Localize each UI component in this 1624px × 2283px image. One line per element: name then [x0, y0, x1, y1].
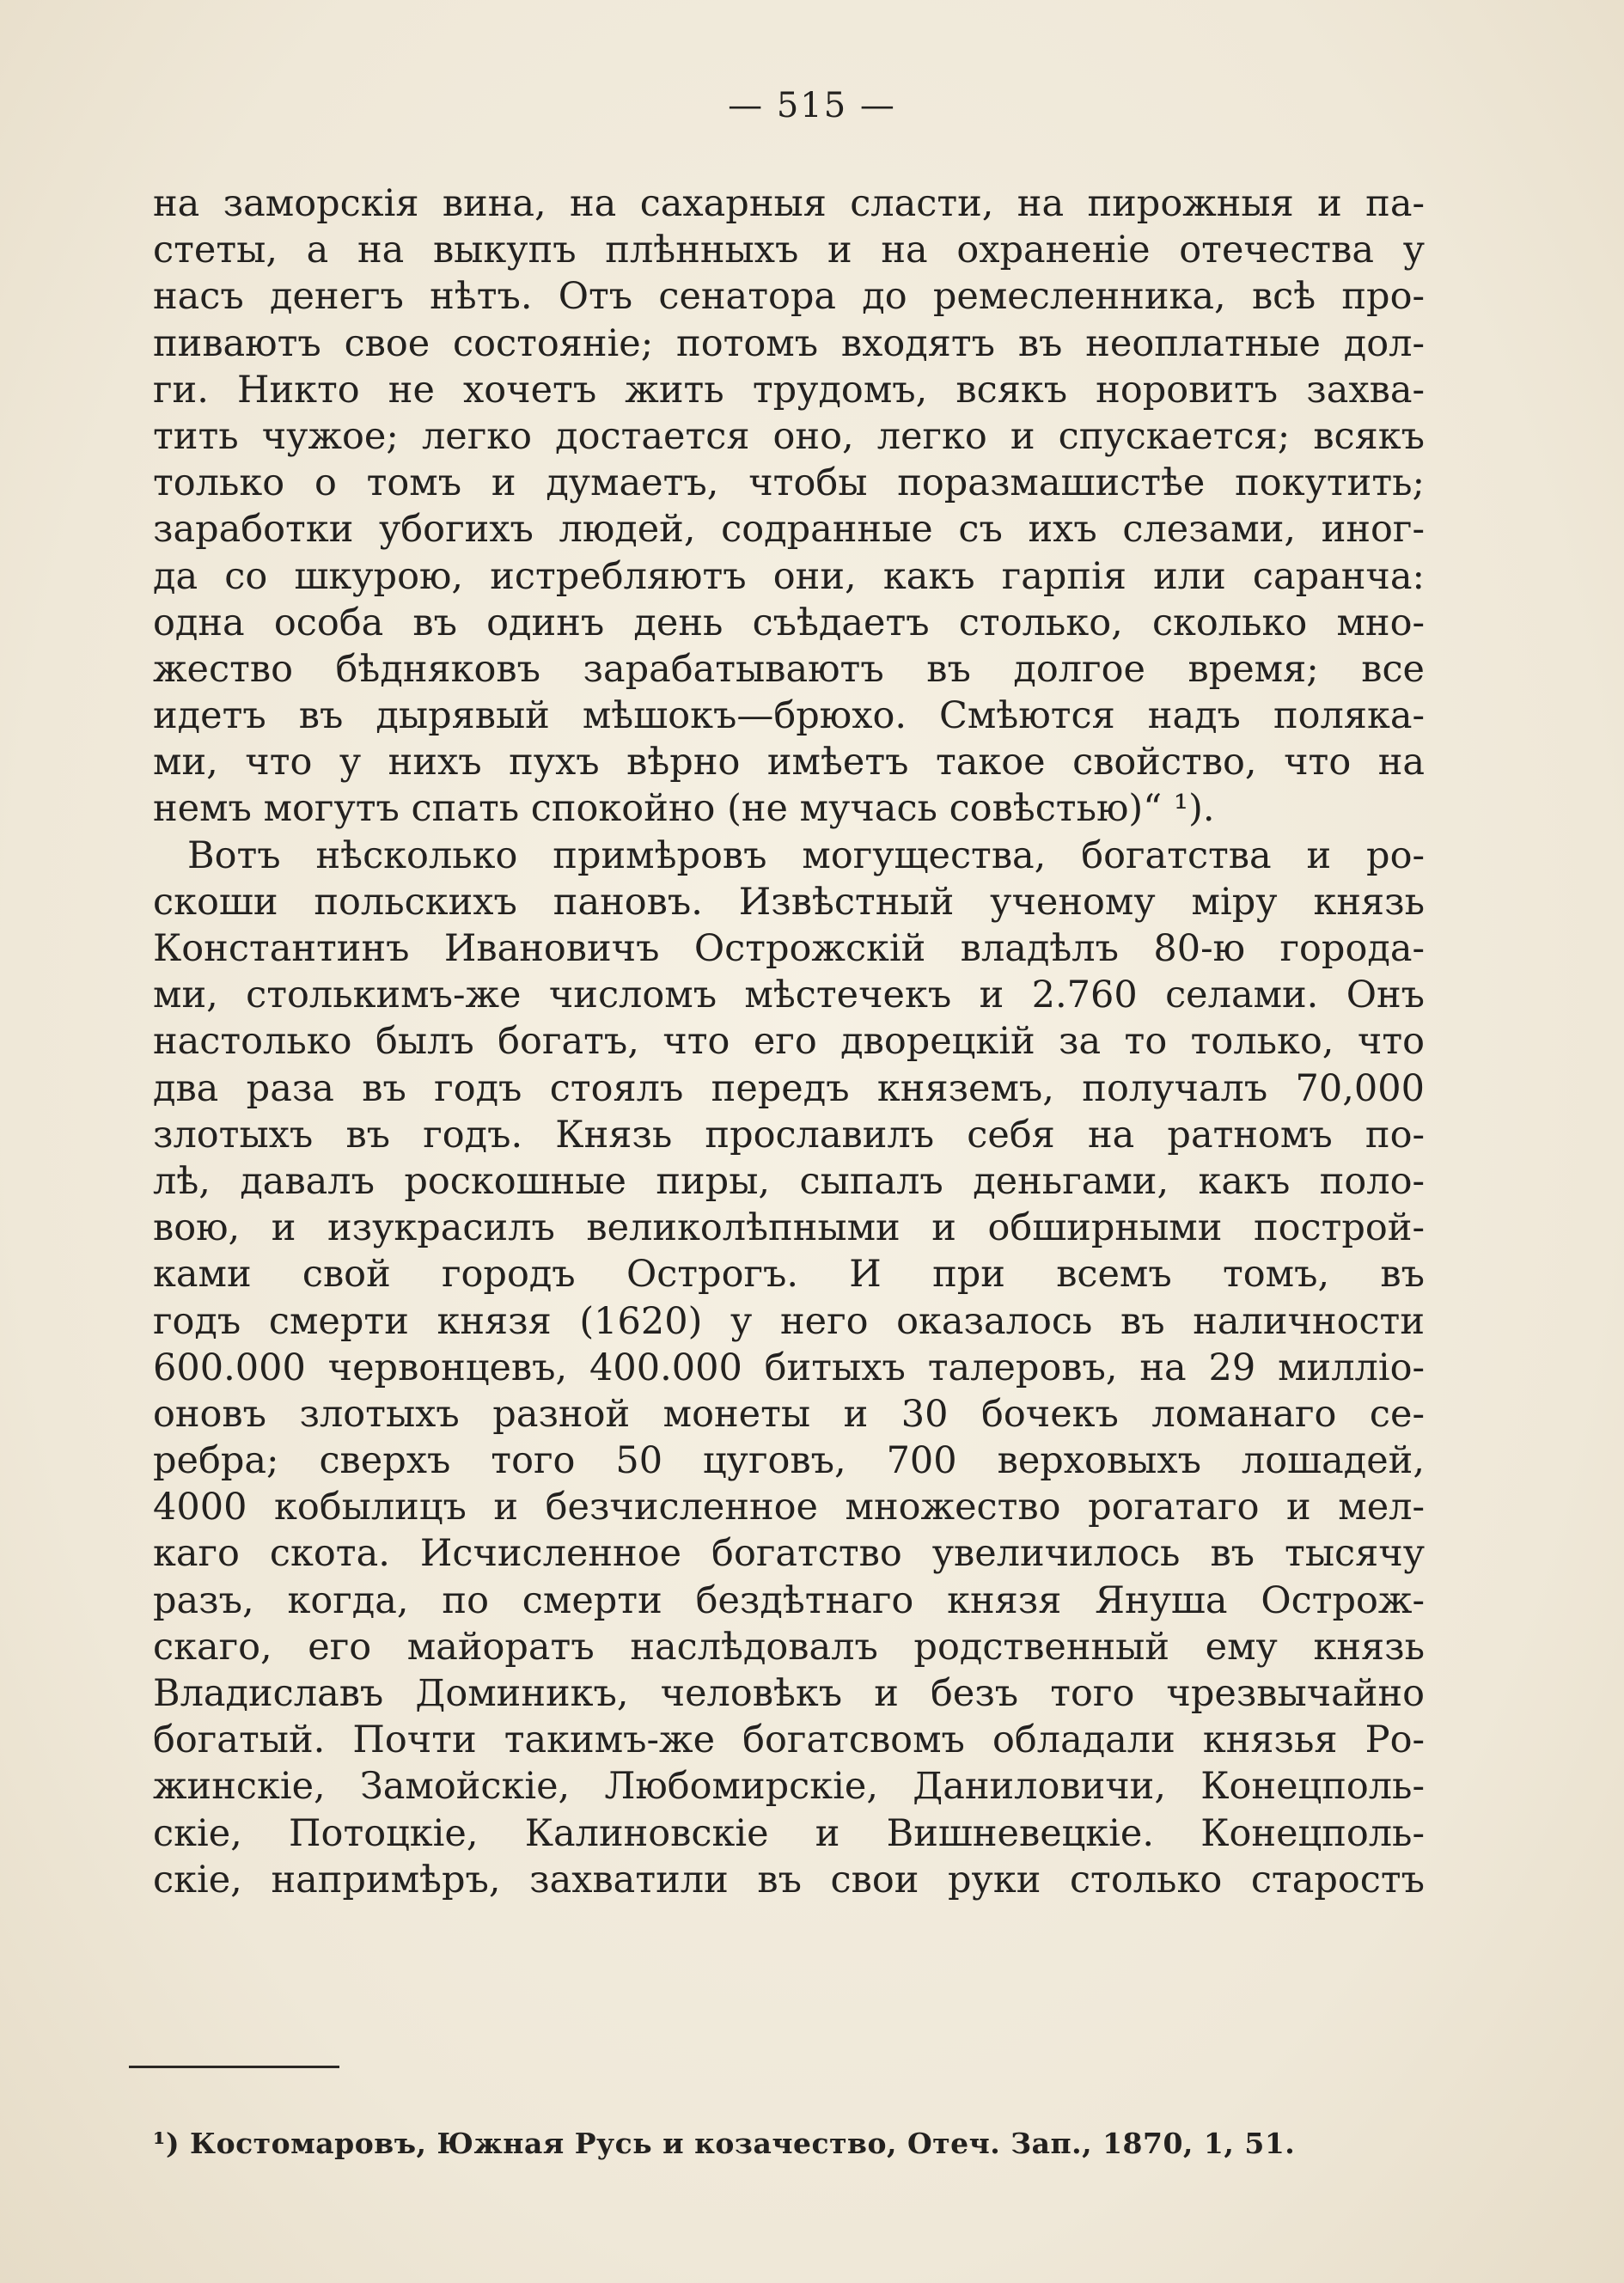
text-line: скіе, Потоцкіе, Калиновскіе и Вишневецкіе. Конецполь-: [153, 1811, 1425, 1855]
text-line: 600.000 червонцевъ, 400.000 битыхъ талеровъ, на 29 милліо-: [153, 1346, 1425, 1389]
text-line: Константинъ Ивановичъ Острожскій владѣлъ 80-ю города-: [153, 927, 1425, 970]
text-line: годъ смерти князя (1620) у него оказалось въ наличности: [153, 1299, 1425, 1343]
text-line: жество бѣдняковъ зарабатываютъ въ долгое время; все: [153, 647, 1425, 691]
text-line: злотыхъ въ годъ. Князь прославилъ себя на ратномъ по-: [153, 1113, 1425, 1157]
text-line: одна особа въ одинъ день съѣдаетъ столько, сколько мно-: [153, 601, 1425, 644]
text-line: богатый. Почти такимъ-же богатсвомъ обладали князья Ро-: [153, 1718, 1425, 1762]
text-line: тить чужое; легко достается оно, легко и спускается; всякъ: [153, 414, 1425, 458]
text-line: скоши польскихъ пановъ. Извѣстный ученому міру князь: [153, 880, 1425, 924]
text-line: заработки убогихъ людей, содранные съ ихъ слезами, иног-: [153, 508, 1425, 552]
text-line: насъ денегъ нѣтъ. Отъ сенатора до ремесленника, всѣ про-: [153, 275, 1425, 319]
text-line: 4000 кобылицъ и безчисленное множество рогатаго и мел-: [153, 1486, 1425, 1529]
text-line: два раза въ годъ стоялъ передъ княземъ, получалъ 70,000: [153, 1066, 1425, 1110]
text-line: ми, что у нихъ пухъ вѣрно имѣетъ такое свойство, что на: [153, 741, 1425, 784]
text-line: лѣ, давалъ роскошные пиры, сыпалъ деньгами, какъ поло-: [153, 1159, 1425, 1203]
text-line: да со шкурою, истребляютъ они, какъ гарпія или саранча:: [153, 554, 1425, 598]
text-line: ками свой городъ Острогъ. И при всемъ томъ, въ: [153, 1253, 1425, 1297]
text-line: ребра; сверхъ того 50 цуговъ, 700 верховыхъ лошадей,: [153, 1439, 1425, 1483]
text-line: оновъ злотыхъ разной монеты и 30 бочекъ ломанаго се-: [153, 1392, 1425, 1436]
text-line: Вотъ нѣсколько примѣровъ могущества, богатства и ро-: [187, 833, 1425, 877]
text-line: жинскіе, Замойскіе, Любомирскіе, Даниловичи, Конецполь-: [153, 1765, 1425, 1809]
text-line: немъ могутъ спать спокойно (не мучась совѣстью)“ ¹).: [153, 787, 1215, 831]
text-line: только о томъ и думаетъ, чтобы поразмашистѣе покутить;: [153, 461, 1425, 505]
text-line: идетъ въ дырявый мѣшокъ—брюхо. Смѣются надъ поляка-: [153, 694, 1425, 738]
body-text: [153, 180, 1425, 1903]
text-line: каго скота. Исчисленное богатство увеличилось въ тысячу: [153, 1532, 1425, 1576]
text-line: ми, столькимъ-же числомъ мѣстечекъ и 2.760 селами. Онъ: [153, 974, 1425, 1017]
text-line: вою, и изукрасилъ великолѣпными и обширными построй-: [153, 1206, 1425, 1250]
text-line: скіе, напримѣръ, захватили въ свои руки столько старостъ: [153, 1858, 1425, 1901]
text-line: разъ, когда, по смерти бездѣтнаго князя Януша Острож-: [153, 1578, 1425, 1622]
text-line: на заморскія вина, на сахарныя сласти, на пирожныя и па-: [153, 182, 1425, 225]
text-line: стеты, а на выкупъ плѣнныхъ и на охраненіе отечества у: [153, 229, 1425, 272]
page-number: — 515 —: [728, 86, 896, 125]
paragraph-1: [153, 180, 1425, 833]
paragraph-2: [153, 833, 1425, 1903]
footnote: ¹) Костомаровъ, Южная Русь и козачество, Отеч. Зап., 1870, 1, 51.: [153, 2127, 1296, 2160]
footnote-divider: [129, 2066, 339, 2068]
text-line: пиваютъ свое состояніе; потомъ входятъ въ неоплатные дол-: [153, 321, 1425, 365]
text-line: ги. Никто не хочетъ жить трудомъ, всякъ норовитъ захва-: [153, 368, 1425, 412]
text-line: скаго, его майоратъ наслѣдовалъ родственный ему князь: [153, 1625, 1425, 1669]
text-line: Владиславъ Доминикъ, человѣкъ и безъ того чрезвычайно: [153, 1672, 1425, 1715]
text-line: настолько былъ богатъ, что его дворецкій за то только, что: [153, 1020, 1425, 1064]
